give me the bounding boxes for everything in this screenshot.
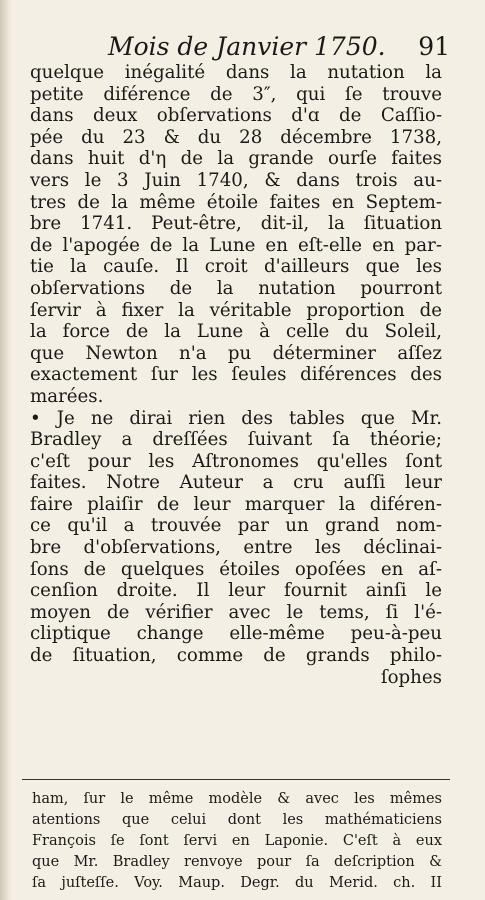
page-gutter-shadow: [0, 0, 12, 900]
text-line: dans huit d'η de la grande ourſe faites: [30, 148, 442, 170]
text-line: bre 1741. Peut-être, dit-il, la ſituation: [30, 213, 442, 235]
text-line: faites. Notre Auteur a cru auſſi leur: [30, 472, 442, 494]
text-line: exactement ſur les ſeules diférences des: [30, 364, 442, 386]
text-line: de ſituation, comme de grands philo-: [30, 645, 442, 667]
page-number: 91: [418, 32, 450, 61]
footnote: [32, 789, 442, 894]
body-text: [30, 62, 442, 688]
footnote-line: François ſe ſont ſervi en Laponie. C'eſt à eux: [32, 833, 442, 849]
text-line: tie la cauſe. Il croit d'ailleurs que les: [30, 256, 442, 278]
text-line: bre d'obſervations, entre les déclinai-: [30, 537, 442, 559]
text-line: tres de la même étoile faites en Septem-: [30, 191, 442, 213]
running-title: Mois de Janvier 1750.: [108, 32, 386, 61]
footnote-divider: [22, 779, 450, 780]
text-line: petite diférence de 3″, qui ſe trouve: [30, 83, 442, 105]
text-line: vers le 3 Juin 1740, & dans trois au-: [30, 169, 442, 191]
footnote-line: que Mr. Bradley renvoye pour ſa deſcription &: [32, 854, 442, 870]
text-line: obſervations de la nutation pourront: [30, 277, 442, 299]
text-line: de l'apogée de la Lune en eſt-elle en par-: [30, 234, 442, 256]
text-line: moyen de vérifier avec le tems, ſi l'é-: [30, 601, 442, 623]
text-line: quelque inégalité dans la nutation la: [30, 62, 442, 83]
text-line: c'eſt pour les Aſtronomes qu'elles ſont: [30, 450, 442, 472]
text-line: • Je ne dirai rien des tables que Mr.: [30, 407, 442, 429]
text-line: cliptique change elle-même peu-à-peu: [30, 623, 442, 645]
text-line: ſons de quelques étoiles opoſées en aſ-: [30, 558, 442, 580]
text-line: faire plaiſir de leur marquer la diféren-: [30, 493, 442, 515]
text-line: pée du 23 & du 28 décembre 1738,: [30, 126, 442, 148]
footnote-line: ſa juſteſſe. Voy. Maup. Degr. du Merid. ch. II: [32, 875, 442, 891]
text-line: dans deux obſervations d'ɑ de Caſſio-: [30, 105, 442, 127]
text-line: ce qu'il a trouvée par un grand nom-: [30, 515, 442, 537]
text-line: que Newton n'a pu déterminer aſſez: [30, 342, 442, 364]
catchword: ſophes: [380, 666, 442, 688]
text-line: ſervir à fixer la véritable proportion de: [30, 299, 442, 321]
footnote-line: ham, ſur le même modèle & avec les mêmes: [32, 791, 442, 807]
text-line: marées.: [30, 385, 104, 407]
text-line: Bradley a dreſſées ſuivant ſa théorie;: [30, 429, 442, 451]
page-header: [30, 32, 470, 66]
text-line: la force de la Lune à celle du Soleil,: [30, 321, 442, 343]
footnote-line: atentions que celui dont les mathématiciens: [32, 812, 442, 828]
text-line: cenſion droite. Il leur fournit ainſi le: [30, 580, 442, 602]
